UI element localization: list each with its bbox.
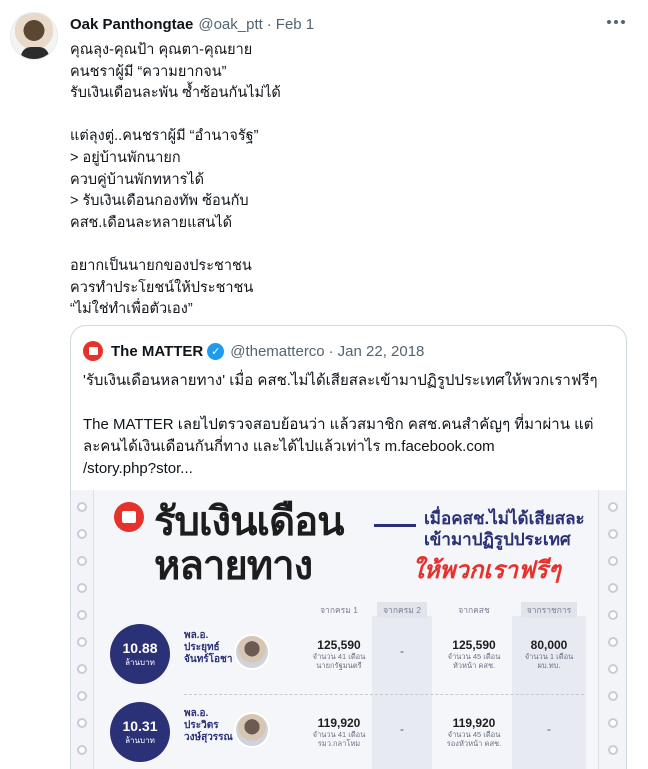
infographic-title-line2: หลายทาง <box>154 544 313 588</box>
table-cell: 80,000 จำนวน 1 เดือน ผบ.ทบ. <box>524 638 574 670</box>
thematter-logo-icon <box>83 341 103 361</box>
table-cell: 119,920 จำนวน 41 เดือน รมว.กลาโหม <box>312 716 366 748</box>
tweet-text-line: แต่ลุงตู่..คนชราผู้มี “อำนาจรัฐ” <box>70 128 259 145</box>
person-photo <box>234 712 270 748</box>
infographic-title-line1: รับเงินเดือน <box>154 500 344 544</box>
tweet-text-line: รับเงินเดือนละพัน ซ้ำซ้อนกันไม่ได้ <box>70 85 281 102</box>
quoted-text-line: ละคนได้เงินเดือนกันกี่ทาง และได้ไปแล้วเท่าไร m.facebook.com <box>83 438 495 455</box>
person-name: พล.อ. ประยุทธ์ จันทร์โอชา <box>184 630 233 665</box>
tweet-text-line <box>70 105 630 127</box>
quoted-tweet-text <box>83 370 618 480</box>
quoted-tweet-header <box>83 340 424 362</box>
infographic-script-text: ให้พวกเราฟรีๆ <box>412 555 561 584</box>
tweet-text-line <box>70 234 630 256</box>
binder-rings-right <box>608 502 622 769</box>
tweet-text-line: > รับเงินเดือนกองทัพ ซ้อนกับ <box>70 193 249 210</box>
thematter-logo-icon <box>114 502 144 532</box>
infographic-subtitle-line2: เข้ามาปฏิรูปประเทศ <box>424 530 571 549</box>
table-cell: 125,590 จำนวน 45 เดือน หัวหน้า คสช. <box>447 638 501 670</box>
table-cell: - <box>400 722 404 736</box>
table-cell: 119,920 จำนวน 45 เดือน รองหัวหน้า คสช. <box>446 716 502 748</box>
quoted-header-separator: · <box>328 342 334 360</box>
quoted-text-line: 'รับเงินเดือนหลายทาง' เมื่อ คสช.ไม่ได้เสียสละเข้ามาปฏิรูปประเทศให้พวกเราฟรีๆ <box>83 372 598 389</box>
amount-badge: 10.31 ล้านบาท <box>110 702 170 762</box>
tweet-header <box>70 14 314 34</box>
quoted-tweet-image[interactable] <box>71 490 627 769</box>
quoted-tweet-date: Jan 22, 2018 <box>337 342 425 360</box>
person-name: พล.อ. ประวิตร วงษ์สุวรรณ <box>184 708 233 743</box>
table-cell: - <box>400 644 404 658</box>
column-header: จากราชการ <box>512 602 586 616</box>
column-header: จากครม 1 <box>320 605 358 615</box>
author-name[interactable]: Oak Panthongtae <box>70 15 194 33</box>
tweet-text-line: ควรทำประโยชน์ให้ประชาชน <box>70 279 254 296</box>
tweet-text-line: คุณลุง-คุณป้า คุณตา-คุณยาย <box>70 42 253 58</box>
quoted-text-line <box>83 392 618 414</box>
tweet-text-line: > อยู่บ้านพักนายก <box>70 149 181 166</box>
person-photo <box>234 634 270 670</box>
tweet-text-line: คสช.เดือนละหลายแสนได้ <box>70 214 232 231</box>
table-cell: - <box>547 722 551 736</box>
table-row <box>94 624 600 694</box>
table-cell: 125,590 จำนวน 41 เดือน นายกรัฐมนตรี <box>312 638 366 670</box>
tweet-text-line: อยากเป็นนายกของประชาชน <box>70 257 252 274</box>
table-row <box>94 702 600 769</box>
author-handle[interactable]: @oak_ptt <box>198 15 263 33</box>
tweet-date[interactable]: Feb 1 <box>275 15 315 33</box>
column-header: จากครม 2 <box>372 602 432 616</box>
amount-badge: 10.88 ล้านบาท <box>110 624 170 684</box>
column-header: จากคสช <box>458 605 490 615</box>
tweet-text-line: ควบคู่บ้านพักทหารได้ <box>70 171 205 188</box>
header-separator: · <box>266 15 272 33</box>
row-divider <box>184 694 584 695</box>
infographic-subtitle <box>424 508 585 550</box>
quoted-tweet[interactable] <box>70 325 627 769</box>
infographic-title <box>154 500 343 588</box>
title-dash <box>374 524 416 527</box>
quoted-text-line: /story.php?stor... <box>83 460 193 477</box>
tweet-text-line: คนชราผู้มี “ความยากจน” <box>70 63 227 80</box>
quoted-author-handle: @thematterco <box>230 342 325 360</box>
infographic-card <box>93 490 599 769</box>
verified-badge-icon: ✓ <box>207 343 224 360</box>
more-dots-icon[interactable] <box>602 10 630 34</box>
binder-rings-left <box>77 502 91 769</box>
tweet-text <box>70 40 630 321</box>
tweet-text-line: “ไม่ใช่ทำเพื่อตัวเอง” <box>70 301 193 318</box>
quoted-text-line: The MATTER เลยไปตรวจสอบย้อนว่า แล้วสมาชิก คสช.คนสำคัญๆ ที่มาผ่าน แต่ <box>83 416 594 433</box>
infographic-subtitle-line1: เมื่อคสช.ไม่ได้เสียสละ <box>424 509 585 528</box>
author-avatar[interactable] <box>10 12 58 60</box>
quoted-author-name: The MATTER <box>111 342 204 360</box>
